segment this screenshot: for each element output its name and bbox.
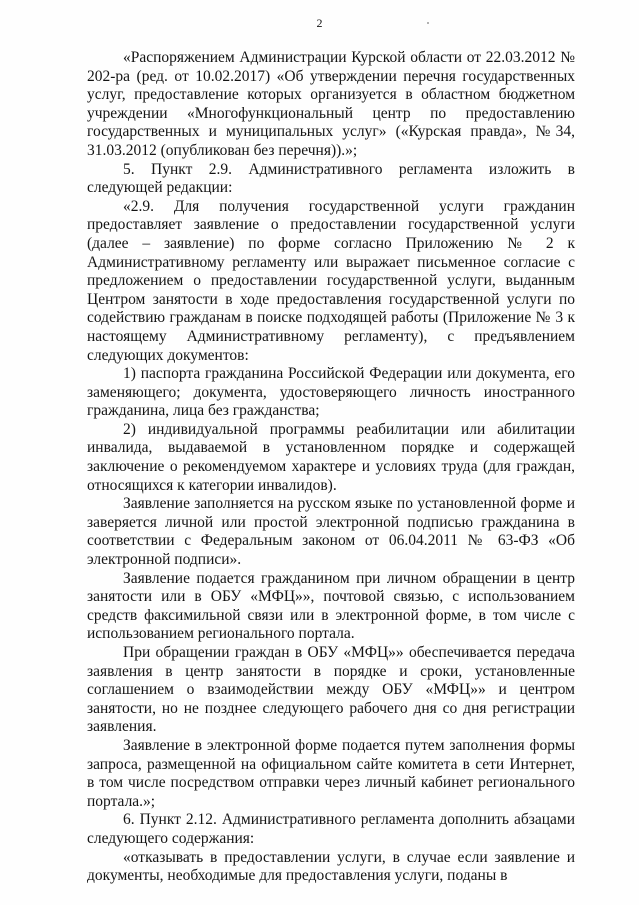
- page-number: 2: [316, 16, 323, 30]
- document-body: [87, 49, 575, 886]
- paragraph-item-6: 6. Пункт 2.12. Административного регламента дополнить абзацами следующего содержания:: [87, 811, 575, 847]
- paragraph-mfc-transfer: При обращении граждан в ОБУ «МФЦ»» обеспечивается передача заявления в центр занятости в порядке и сроки, установленные соглашением о взаимодействии между ОБУ «МФЦ»» и центром занятости, но не позднее следующего рабочего дня со дня регистрации заявления.: [87, 644, 575, 736]
- paragraph-application-language: Заявление заполняется на русском языке по установленной форме и заверяется личной или простой электронной подписью гражданина в соответствии с Федеральным законом от 06.04.2011 № 63-ФЗ «Об электронной подписи».: [87, 495, 575, 569]
- paragraph-clause-2-9: «2.9. Для получения государственной услуги гражданин предоставляет заявление о предоставлении государственной услуги (далее – заявление) по форме согласно Приложению № 2 к Административному регламенту или выражает письменное согласие с предложением о предоставлении государственной услуги, выданным Центром занятости в ходе предоставления государственной услуги по содействию гражданам в поиске подходящей работы (Приложение № 3 к настоящему Административному регламенту), с предъявлением следующих документов:: [87, 197, 575, 364]
- scan-artifact-dot: [427, 22, 429, 24]
- paragraph-order-reference: «Распоряжением Администрации Курской области от 22.03.2012 № 202-ра (ред. от 10.02.2017) «Об утверждении перечня государственных услуг, предоставление которых организуется в областном бюджетном учреждении «Многофункциональный центр по предоставлению государственных и муниципальных услуг» («Курская правда», №34, 31.03.2012 (опубликован без перечня)).»;: [87, 49, 575, 159]
- paragraph-document-2: 2) индивидуальной программы реабилитации или абилитации инвалида, выдаваемой в установленном порядке и содержащей заключение о рекомендуемом характере и условиях труда (для граждан, относящихся к категории инвалидов).: [87, 420, 575, 494]
- paragraph-refusal-clause: «отказывать в предоставлении услуги, в случае если заявление и документы, необходимые для предоставления услуги, поданы в: [87, 848, 575, 885]
- paragraph-item-5: 5. Пункт 2.9. Административного регламента изложить в следующей редакции:: [87, 160, 575, 197]
- paragraph-document-1: 1) паспорта гражданина Российской Федерации или документа, его заменяющего; документа, удостоверяющего личность иностранного гражданина, лица без гражданства;: [87, 365, 575, 420]
- paragraph-application-submission: Заявление подается гражданином при личном обращении в центр занятости или в ОБУ «МФЦ»», почтовой связью, с использованием средств факсимильной связи или в электронной форме, в том числе с использованием регионального портала.: [87, 569, 575, 643]
- paragraph-electronic-form: Заявление в электронной форме подается путем заполнения формы запроса, размещенной на официальном сайте комитета в сети Интернет, в том числе посредством отправки через личный кабинет регионального портала.»;: [87, 736, 575, 810]
